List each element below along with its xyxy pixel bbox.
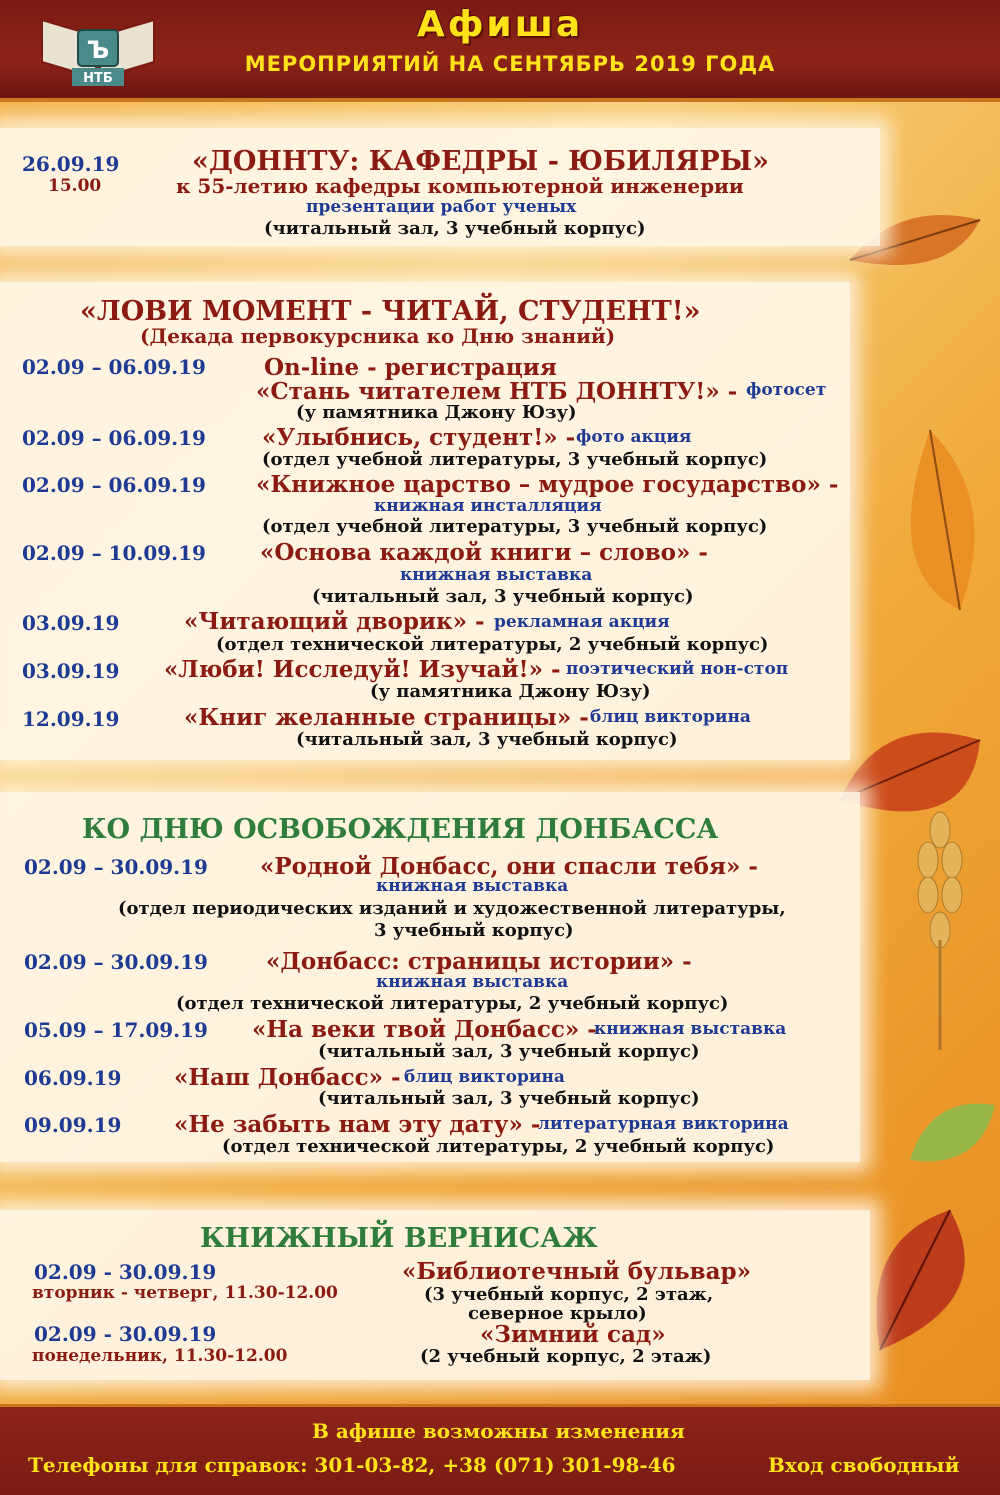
event-location: (3 учебный корпус, 2 этаж, <box>424 1284 714 1305</box>
event-title: «Основа каждой книги – слово» - <box>260 539 708 566</box>
event-title: «Наш Донбасс» - <box>174 1064 401 1091</box>
event-type: рекламная акция <box>494 612 670 632</box>
event-location: (читальный зал, 3 учебный корпус) <box>264 218 646 239</box>
event-location: северное крыло) <box>468 1303 647 1324</box>
phone-numbers: Телефоны для справок: 301-03-82, +38 (071) 301-98-46 <box>28 1453 676 1477</box>
event-date: 02.09 – 06.09.19 <box>22 426 206 450</box>
event-title: «Родной Донбасс, они спасли тебя» - <box>260 853 758 880</box>
event-location: (отдел технической литературы, 2 учебный корпус) <box>216 634 769 655</box>
event-date: 26.09.19 <box>22 152 120 176</box>
event-title: «Улыбнись, студент!» - <box>262 424 576 451</box>
event-date: 02.09 – 06.09.19 <box>22 355 206 379</box>
event-location: (отдел технической литературы, 2 учебный корпус) <box>222 1136 775 1157</box>
event-location: 3 учебный корпус) <box>374 920 574 941</box>
event-date: 02.09 - 30.09.19 <box>34 1260 217 1284</box>
event-title: «ДОННТУ: КАФЕДРЫ - ЮБИЛЯРЫ» <box>192 146 769 177</box>
event-location: (читальный зал, 3 учебный корпус) <box>312 586 694 607</box>
event-title: «Не забыть нам эту дату» - <box>174 1111 541 1138</box>
event-location: (отдел учебной литературы, 3 учебный корпус) <box>262 449 768 470</box>
event-title: «На веки твой Донбасс» - <box>252 1016 597 1043</box>
event-title: «Читающий дворик» - <box>184 608 485 635</box>
event-date: 03.09.19 <box>22 611 120 635</box>
event-type: фотосет <box>746 380 827 400</box>
event-type: блиц викторина <box>590 707 751 727</box>
event-date: 02.09 – 30.09.19 <box>24 950 208 974</box>
event-type: книжная выставка <box>376 876 569 896</box>
event-date: 02.09 – 06.09.19 <box>22 473 206 497</box>
event-schedule: понедельник, 11.30-12.00 <box>32 1346 288 1366</box>
logo-text: НТБ <box>83 71 113 86</box>
event-type: книжная инсталляция <box>374 496 602 516</box>
page-footer <box>0 1404 1000 1495</box>
free-entry-label: Вход свободный <box>768 1453 960 1477</box>
event-time: 15.00 <box>48 176 102 196</box>
event-type: блиц викторина <box>404 1067 565 1087</box>
event-title: «Книг желанные страницы» - <box>184 704 589 731</box>
event-date: 12.09.19 <box>22 707 120 731</box>
event-location: (читальный зал, 3 учебный корпус) <box>318 1041 700 1062</box>
section-subtitle: (Декада первокурсника ко Дню знаний) <box>140 324 616 348</box>
event-location: (2 учебный корпус, 2 этаж) <box>420 1346 712 1367</box>
event-location: (читальный зал, 3 учебный корпус) <box>318 1088 700 1109</box>
svg-text:Ъ: Ъ <box>86 36 110 64</box>
event-date: 02.09 – 30.09.19 <box>24 855 208 879</box>
section-title: «ЛОВИ МОМЕНТ - ЧИТАЙ, СТУДЕНТ!» <box>80 296 701 327</box>
event-line: On-line - регистрация <box>264 354 557 381</box>
green-leaf-decoration <box>900 1090 1000 1180</box>
event-location: (отдел технической литературы, 2 учебный корпус) <box>176 993 729 1014</box>
event-date: 06.09.19 <box>24 1066 122 1090</box>
page-header <box>0 0 1000 102</box>
autumn-leaf-decoration <box>860 420 1000 620</box>
event-schedule: вторник - четверг, 11.30-12.00 <box>32 1283 338 1303</box>
wheat-ear-decoration <box>900 800 980 1050</box>
event-title: «Книжное царство – мудрое государство» - <box>256 471 839 498</box>
event-location: (отдел периодических изданий и художественной литературы, <box>118 898 786 919</box>
page-subtitle: МЕРОПРИЯТИЙ НА СЕНТЯБРЬ 2019 ГОДА <box>244 52 776 76</box>
event-type: книжная выставка <box>594 1019 787 1039</box>
event-title: «Донбасс: страницы истории» - <box>266 948 692 975</box>
event-type: книжная выставка <box>376 972 569 992</box>
event-date: 02.09 – 10.09.19 <box>22 541 206 565</box>
event-location: (у памятника Джону Юзу) <box>370 681 651 702</box>
event-title: «Люби! Исследуй! Изучай!» - <box>164 656 561 683</box>
event-date: 05.09 – 17.09.19 <box>24 1018 208 1042</box>
event-type: книжная выставка <box>400 565 593 585</box>
event-location: (читальный зал, 3 учебный корпус) <box>296 729 678 750</box>
event-date: 02.09 - 30.09.19 <box>34 1322 217 1346</box>
section-title: КНИЖНЫЙ ВЕРНИСАЖ <box>200 1223 598 1254</box>
event-location: (отдел учебной литературы, 3 учебный корпус) <box>262 516 768 537</box>
event-date: 09.09.19 <box>24 1113 122 1137</box>
section-title: КО ДНЮ ОСВОБОЖДЕНИЯ ДОНБАССА <box>82 814 719 845</box>
event-title: «Зимний сад» <box>480 1321 666 1348</box>
event-title: «Библиотечный бульвар» <box>402 1258 751 1285</box>
event-date: 03.09.19 <box>22 659 120 683</box>
page-title: Афиша <box>416 4 584 45</box>
event-subtitle: к 55-летию кафедры компьютерной инженерии <box>176 174 744 198</box>
event-title: «Стань читателем НТБ ДОННТУ!» - <box>256 378 738 405</box>
event-type: презентации работ ученых <box>306 197 577 217</box>
changes-notice: В афише возможны изменения <box>312 1419 685 1443</box>
event-type: литературная викторина <box>538 1114 789 1134</box>
event-type: поэтический нон-стоп <box>566 659 789 679</box>
event-type: фото акция <box>576 427 692 447</box>
event-location: (у памятника Джону Юзу) <box>296 402 577 423</box>
autumn-leaf-decoration <box>850 1200 1000 1380</box>
